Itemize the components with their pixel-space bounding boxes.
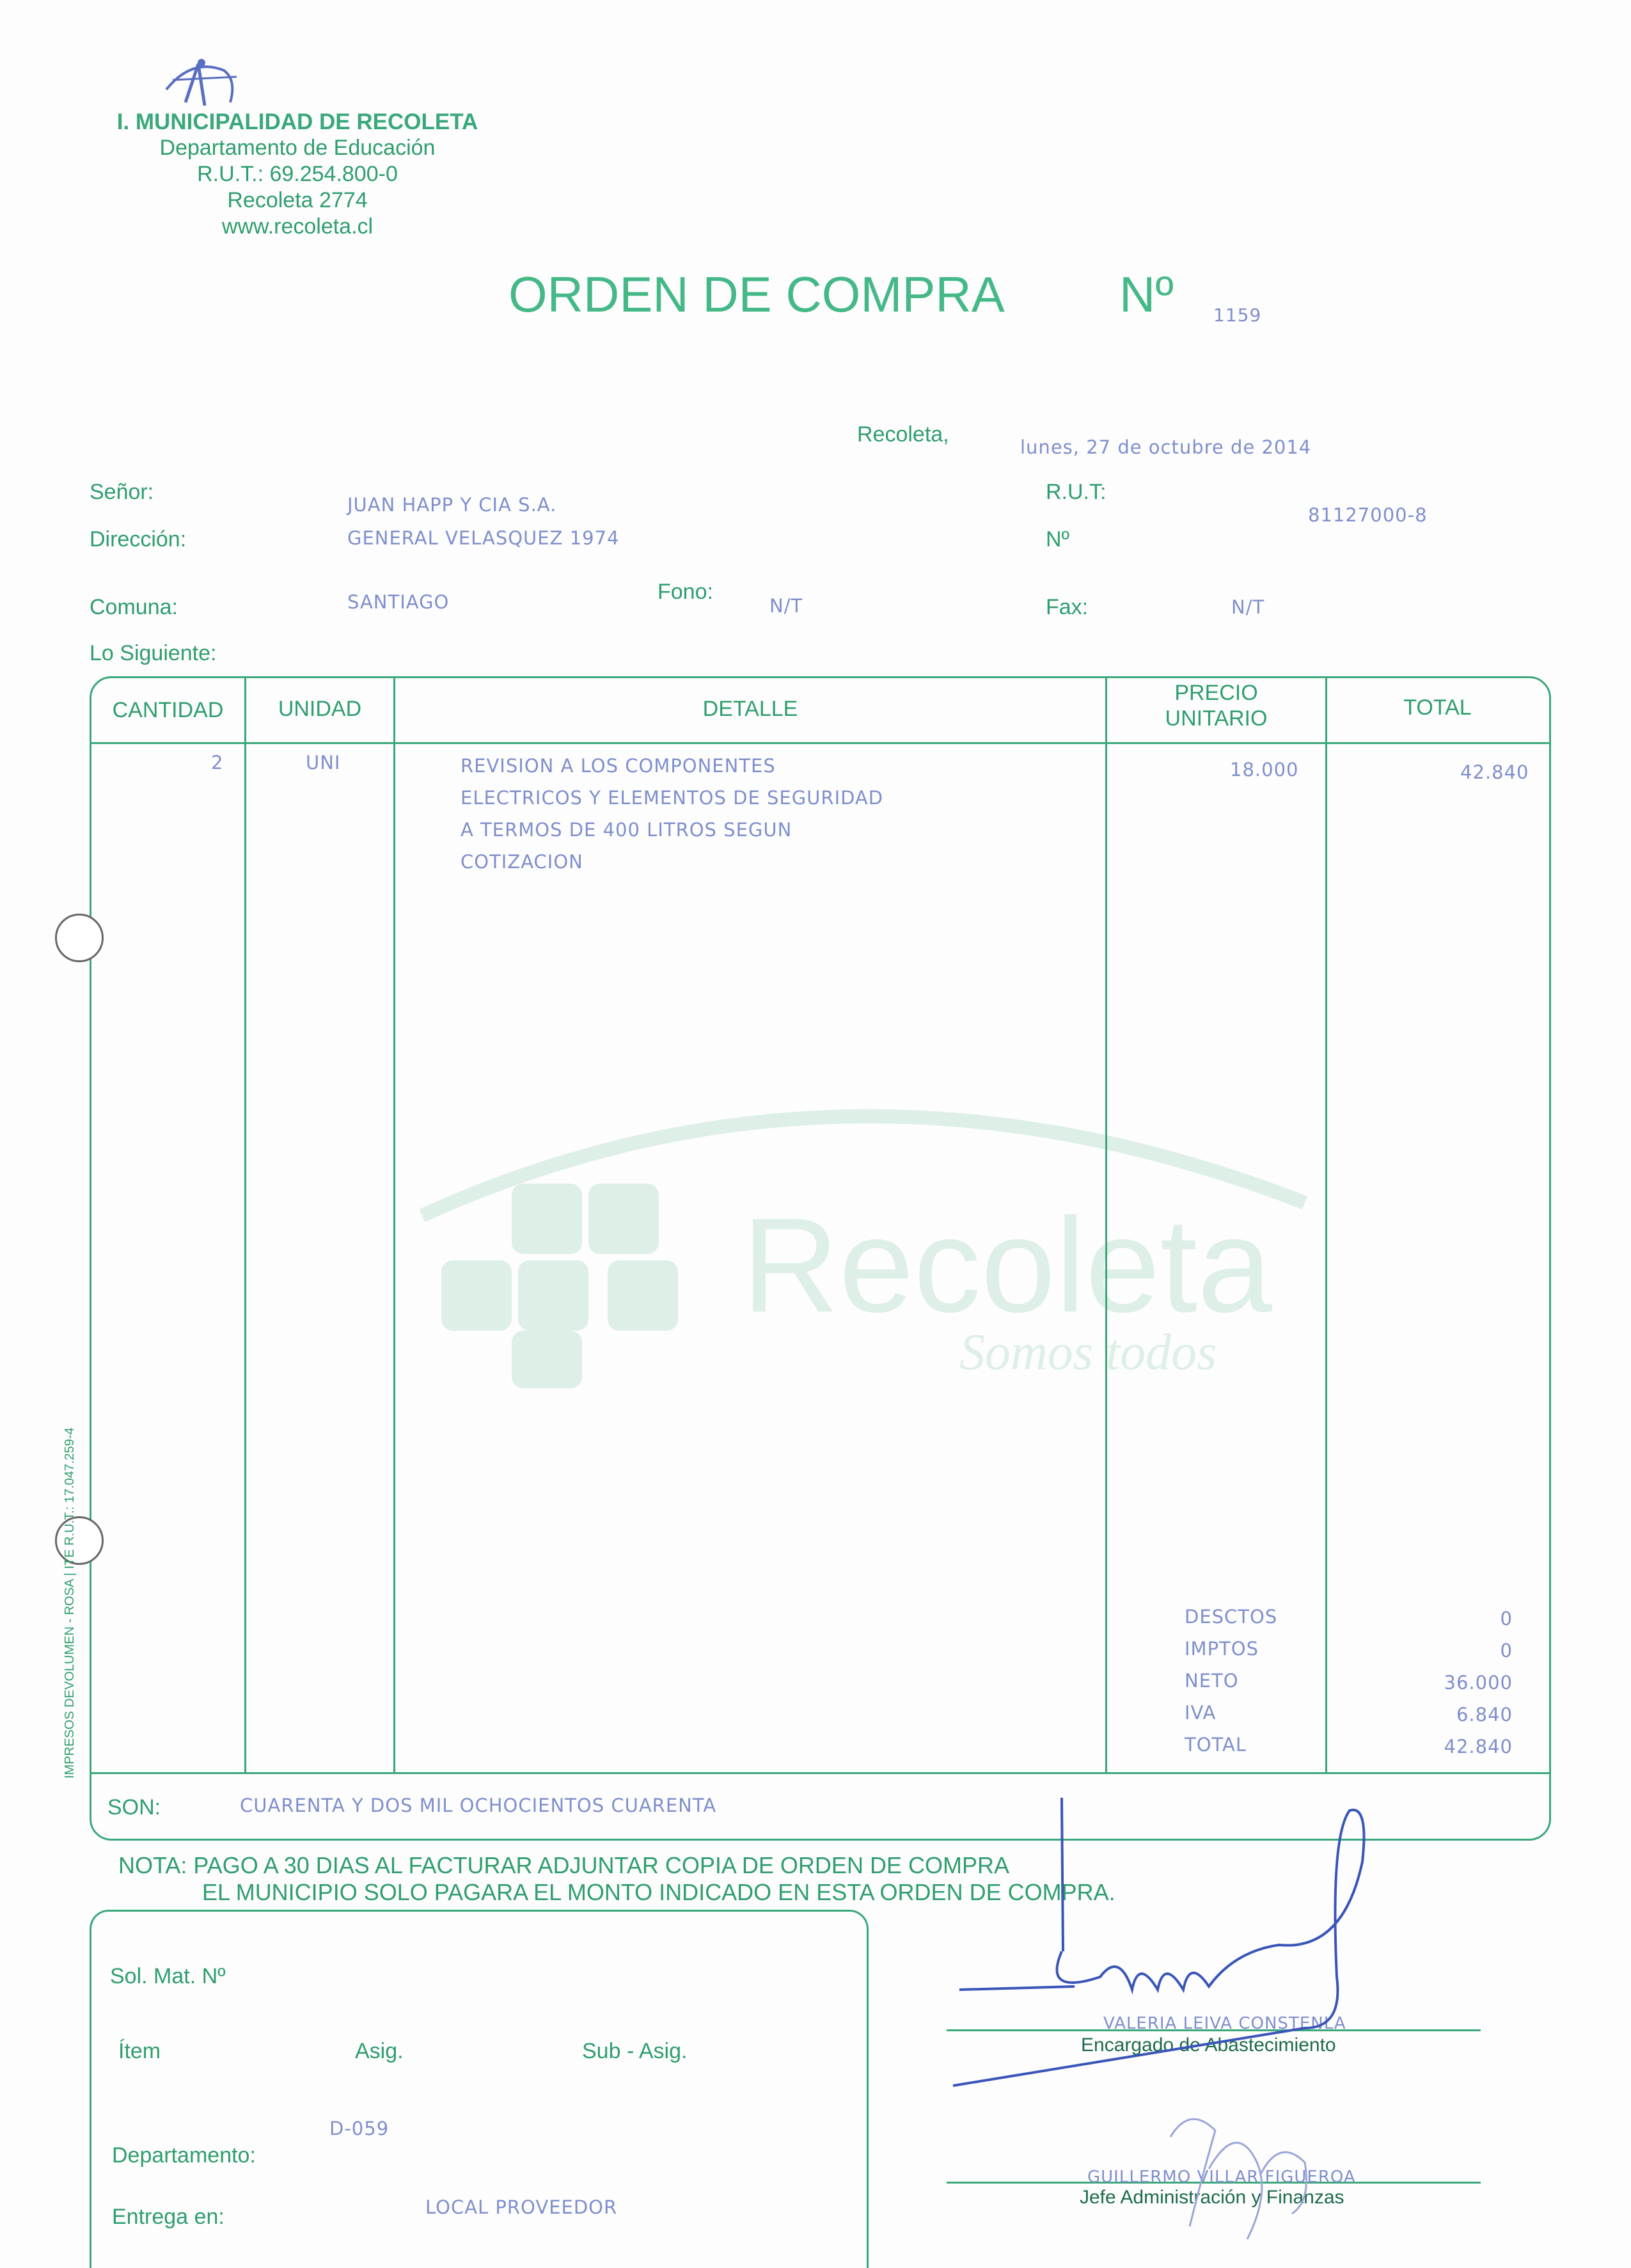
header-unidad: UNIDAD <box>278 697 362 721</box>
supplier-fax: N/T <box>1231 596 1265 618</box>
place-label: Recoleta, <box>857 422 949 447</box>
lo-siguiente-label: Lo Siguiente: <box>90 641 217 665</box>
summary-value-iva: 6.840 <box>1456 1704 1513 1725</box>
supplier-rut-label: R.U.T: <box>1046 480 1107 504</box>
col-divider-2 <box>393 678 395 1772</box>
summary-label-desctos: DESCTOS <box>1185 1606 1278 1628</box>
header-block <box>90 109 505 240</box>
signer-2-role: Jefe Administración y Finanzas <box>1080 2187 1344 2208</box>
signer-1-name: VALERIA LEIVA CONSTENLA <box>1103 2014 1346 2033</box>
header-detalle: DETALLE <box>702 697 798 721</box>
supplier-rut: 81127000-8 <box>1308 504 1428 526</box>
institution-rut: R.U.T.: 69.254.800-0 <box>197 162 398 186</box>
summary-values <box>1407 1603 1513 1763</box>
son-amount-words: CUARENTA Y DOS MIL OCHOCIENTOS CUARENTA <box>240 1795 717 1816</box>
order-date: lunes, 27 de octubre de 2014 <box>1020 436 1312 458</box>
note-line-2: EL MUNICIPIO SOLO PAGARA EL MONTO INDICADO EN ESTA ORDEN DE COMPRA. <box>202 1879 1115 1905</box>
summary-value-total: 42.840 <box>1444 1736 1513 1757</box>
summary-label-iva: IVA <box>1185 1702 1217 1724</box>
watermark-text: Recoleta <box>742 1190 1272 1340</box>
col-divider-1 <box>244 678 246 1772</box>
signer-1-role: Encargado de Abastecimiento <box>1081 2034 1336 2056</box>
summary-value-imptos: 0 <box>1500 1640 1513 1661</box>
asig-label: Asig. <box>355 2039 404 2063</box>
entrega-label: Entrega en: <box>112 2205 225 2229</box>
detalle-line: REVISION A LOS COMPONENTES <box>461 755 776 777</box>
col-divider-3 <box>1105 678 1107 1772</box>
header-cantidad: CANTIDAD <box>112 698 224 722</box>
header-precio-line2: UNITARIO <box>1165 706 1268 731</box>
document-title: ORDEN DE COMPRA <box>508 266 1005 322</box>
order-number: 1159 <box>1213 305 1262 326</box>
supplier-name: JUAN HAPP Y CIA S.A. <box>347 494 557 516</box>
departamento-code: D-059 <box>329 2118 390 2139</box>
row-cantidad: 2 <box>211 752 224 773</box>
municipal-logo-icon <box>154 45 249 115</box>
supplier-comuna: SANTIAGO <box>347 591 450 613</box>
summary-value-desctos: 0 <box>1500 1608 1513 1630</box>
fono-label: Fono: <box>658 580 713 604</box>
son-label: SON: <box>107 1795 161 1820</box>
summary-label-imptos: IMPTOS <box>1185 1638 1259 1660</box>
watermark-tagline: Somos todos <box>959 1324 1217 1381</box>
institution-address: Recoleta 2774 <box>227 188 368 212</box>
header-precio-unitario <box>1107 680 1325 731</box>
department-name: Departamento de Educación <box>159 136 436 160</box>
punch-hole-top <box>55 914 104 962</box>
summary-value-neto: 36.000 <box>1444 1672 1513 1693</box>
comuna-label: Comuna: <box>90 595 178 619</box>
note-line-1: NOTA: PAGO A 30 DIAS AL FACTURAR ADJUNTAR COPIA DE ORDEN DE COMPRA <box>118 1852 1009 1878</box>
supplier-address: GENERAL VELASQUEZ 1974 <box>347 527 620 549</box>
entrega-value: LOCAL PROVEEDOR <box>425 2196 618 2218</box>
summary-labels <box>1185 1601 1277 1761</box>
supplier-number-label: Nº <box>1046 527 1069 551</box>
row-detalle <box>461 750 883 878</box>
summary-label-neto: NETO <box>1185 1670 1239 1692</box>
item-label: Ítem <box>118 2039 161 2063</box>
table-header-divider <box>91 742 1549 744</box>
handwritten-signature-1 <box>947 1785 1407 2092</box>
handwritten-signature-2 <box>1151 2098 1356 2246</box>
supplier-fono: N/T <box>769 595 803 617</box>
detalle-line: A TERMOS DE 400 LITROS SEGUN <box>461 819 792 841</box>
order-number-label: Nº <box>1119 266 1174 322</box>
table-son-divider <box>91 1772 1549 1774</box>
header-total: TOTAL <box>1403 695 1472 720</box>
detalle-line: ELECTRICOS Y ELEMENTOS DE SEGURIDAD <box>461 787 884 809</box>
row-precio-unitario: 18.000 <box>1230 759 1299 781</box>
printer-side-text: IMPRESOS DEVOLUMEN - ROSA | ITE R.U.T.: 17.047.259-4 <box>63 1427 77 1779</box>
detalle-line: COTIZACION <box>461 851 583 873</box>
row-total: 42.840 <box>1460 761 1529 783</box>
subasig-label: Sub - Asig. <box>582 2039 688 2063</box>
summary-label-total: TOTAL <box>1185 1734 1247 1756</box>
institution-name: I. MUNICIPALIDAD DE RECOLETA <box>116 109 478 134</box>
departamento-label: Departamento: <box>112 2143 256 2168</box>
senor-label: Señor: <box>90 480 154 504</box>
header-precio-line1: PRECIO <box>1174 681 1258 705</box>
fax-label: Fax: <box>1046 595 1089 619</box>
direccion-label: Dirección: <box>90 527 187 551</box>
sol-mat-label: Sol. Mat. Nº <box>110 1964 226 1988</box>
signer-2-name: GUILLERMO VILLAR FIGUEROA <box>1087 2168 1356 2187</box>
institution-website: www.recoleta.cl <box>221 214 374 239</box>
row-unidad: UNI <box>306 752 341 773</box>
col-divider-4 <box>1325 678 1327 1772</box>
